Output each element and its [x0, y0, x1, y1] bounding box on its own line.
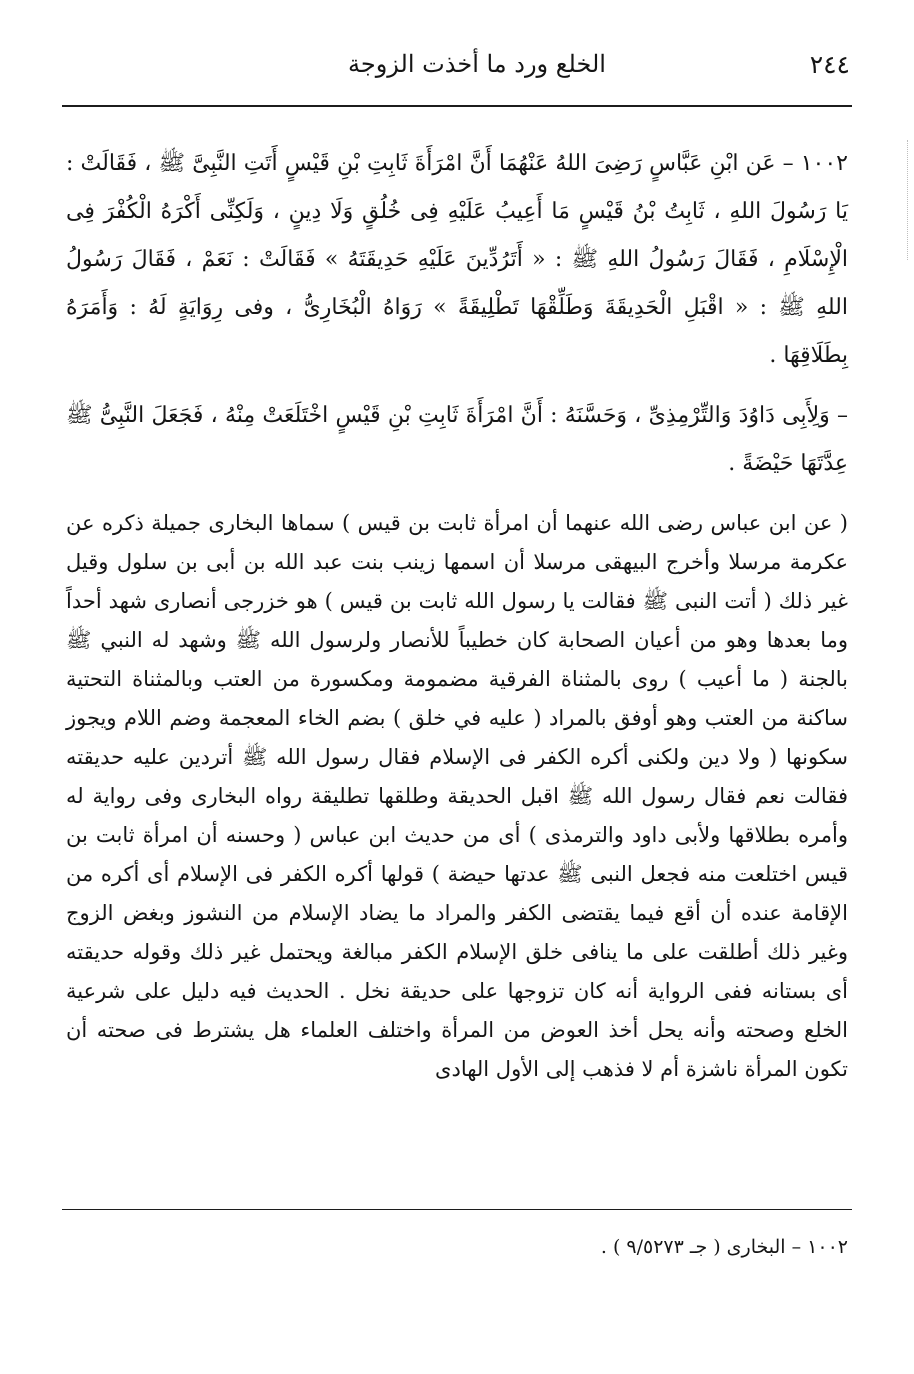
commentary — [66, 504, 848, 1089]
page-header — [62, 48, 852, 92]
header-divider — [62, 105, 852, 107]
page-number: ٢٤٤ — [809, 50, 850, 79]
hadith-variant: – وَلِأَبِى دَاوُدَ وَالتِّرْمِذِىِّ ، وَحَسَّنَهُ : أَنَّ امْرَأَةَ ثَابِتِ بْنِ قَيْسٍ اخْتَلَعَتْ مِنْهُ ، فَجَعَلَ النَّبِىُّ ﷺ عِدَّتَهَا حَيْضَةً . — [66, 403, 848, 476]
commentary-text: ( عن ابن عباس رضى الله عنهما أن امرأة ثابت بن قيس ) سماها البخارى جميلة ذكره عن عكرمة مرسلا وأخرج البيهقى مرسلا أن اسمها زينب بنت عبد الله بن أبى بن سلول وقيل غير ذلك ( أتت النبى ﷺ فقالت يا رسول الله ثابت بن قيس ) هو خزرجى أنصارى شهد أحداً وما بعدها وهو من أعيان الصحابة كان خطيباً للأنصار ولرسول الله ﷺ وشهد له النبي ﷺ بالجنة ( ما أعيب ) روى بالمثناة الفرقية مضمومة ومكسورة من العتب وبالمثناة التحتية ساكنة من العتب وهو أوفق بالمراد ( عليه في خلق ) بضم الخاء المعجمة وضم اللام ويجوز سكونها ( ولا دين ولكنى أكره الكفر فى الإسلام فقال رسول الله ﷺ أتردين عليه حديقته فقالت نعم فقال رسول الله ﷺ اقبل الحديقة وطلقها تطليقة رواه البخارى وفى رواية له وأمره بطلاقها ولأبى داود والترمذى ) أى من حديث ابن عباس ( وحسنه أن امرأة ثابت بن قيس اختلعت منه فجعل النبى ﷺ عدتها حيضة ) قولها أكره الكفر فى الإسلام أى أكره من الإقامة عنده أن أقع فيما يقتضى الكفر والمراد ما يضاد الإسلام من النشوز وبغض الزوج وغير ذلك أطلقت على ما ينافى خلق الإسلام الكفر مبالغة ويحتمل غير ذلك وقوله حديقته أى بستانه ففى الرواية أنه كان تزوجها على حديقة نخل . الحديث فيه دليل على شرعية الخلع وصحته وأنه يحل أخذ العوض من المرأة واختلف العلماء هل يشترط فى صحته أن تكون المرأة ناشزة أم لا فذهب إلى الأول الهادى — [66, 511, 848, 1081]
hadith-text: ١٠٠٢ – عَن ابْنِ عَبَّاسٍ رَضِىَ اللهُ عَنْهُمَا أَنَّ امْرَأَةَ ثَابِتِ بْنِ قَيْسٍ أَتَتِ النَّبِىَّ ﷺ ، فَقَالَتْ : يَا رَسُولَ اللهِ ، ثَابِتُ بْنُ قَيْسٍ مَا أَعِيبُ عَلَيْهِ فِى خُلُقٍ وَلَا دِينٍ ، وَلَكِنِّى أَكْرَهُ الْكُفْرَ فِى الْإِسْلَامِ ، فَقَالَ رَسُولُ اللهِ ﷺ : « أَتَرُدِّينَ عَلَيْهِ حَدِيقَتَهُ » فَقَالَتْ : نَعَمْ ، فَقَالَ رَسُولُ اللهِ ﷺ : « اقْبَلِ الْحَدِيقَةَ وَطَلِّقْهَا تَطْلِيقَةً » رَوَاهُ الْبُخَارِىُّ ، وفى رِوَايَةٍ لَهُ : وَأَمَرَهُ بِطَلَاقِهَا . — [66, 151, 848, 368]
footnote-divider — [62, 1209, 852, 1210]
margin-dots — [903, 140, 908, 260]
footnote: ١٠٠٢ – البخارى ( جـ ٩/٥٢٧٣ ) . — [600, 1236, 848, 1258]
hadith-block — [66, 140, 848, 488]
running-title: الخلع ورد ما أخذت الزوجة — [348, 50, 606, 78]
